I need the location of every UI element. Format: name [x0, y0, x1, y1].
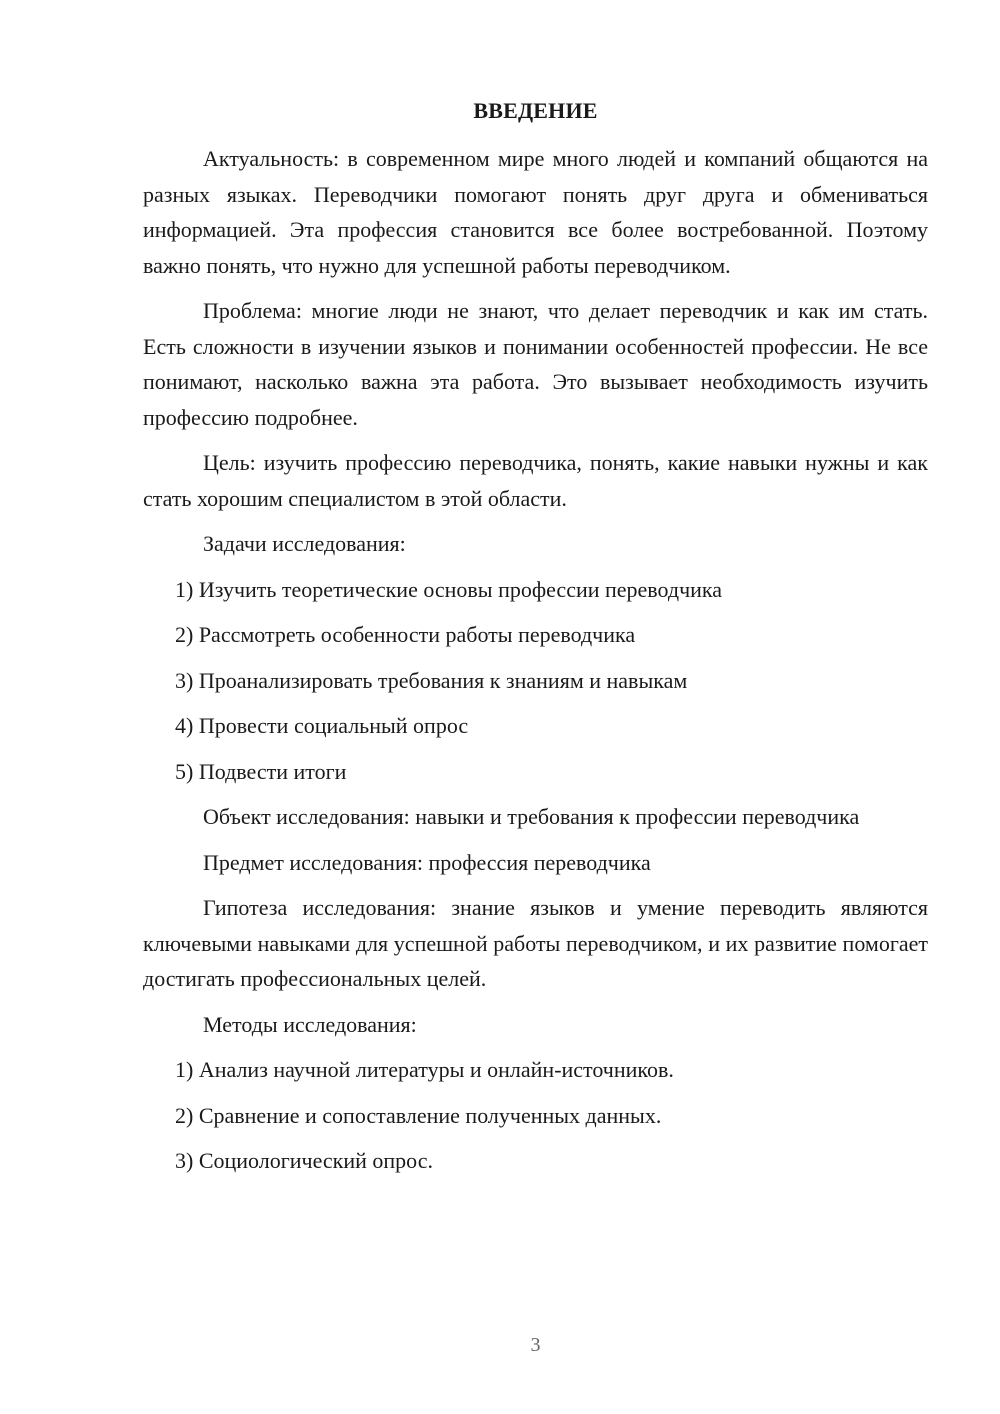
hypothesis-paragraph: Гипотеза исследования: знание языков и умение переводить являются ключевыми навыками для успешной работы переводчиком, и их развитие помогает достигать профессиональных целей. — [143, 895, 928, 991]
page-number: 3 — [530, 1334, 541, 1356]
object-paragraph: Объект исследования: навыки и требования к профессии переводчика — [203, 804, 860, 829]
list-item: 1) Анализ научной литературы и онлайн-источников. — [175, 1057, 674, 1082]
tasks-heading: Задачи исследования: — [203, 531, 406, 556]
document-page — [143, 0, 928, 1414]
document-body — [143, 141, 928, 1189]
relevance-paragraph: Актуальность: в современном мире много людей и компаний общаются на разных языках. Переводчики помогают понять друг друга и обмениваться информацией. Эта профессия становится все более востребованной. Поэтому важно понять, что нужно для успешной работы переводчиком. — [143, 146, 928, 278]
methods-list — [143, 1052, 928, 1179]
list-item: 3) Социологический опрос. — [175, 1148, 433, 1173]
list-item: 2) Сравнение и сопоставление полученных данных. — [175, 1102, 662, 1128]
list-item: 3) Проанализировать требования к знаниям и навыкам — [175, 667, 688, 693]
list-item: 4) Провести социальный опрос — [175, 713, 469, 738]
page-title: ВВЕДЕНИЕ — [473, 98, 598, 123]
tasks-list — [143, 572, 928, 790]
methods-heading: Методы исследования: — [203, 1011, 417, 1037]
list-item: 2) Рассмотреть особенности работы переводчика — [175, 622, 636, 647]
goal-paragraph: Цель: изучить профессию переводчика, понять, какие навыки нужны и как стать хорошим специалистом в этой области. — [143, 450, 928, 511]
list-item: 5) Подвести итоги — [175, 758, 347, 784]
problem-paragraph: Проблема: многие люди не знают, что делает переводчик и как им стать. Есть сложности в изучении языков и понимании особенностей профессии. Не все понимают, насколько важна эта работа. Это вызывает необходимость изучить профессию подробнее. — [143, 298, 928, 430]
subject-paragraph: Предмет исследования: профессия переводчика — [203, 849, 651, 875]
list-item: 1) Изучить теоретические основы профессии переводчика — [175, 576, 723, 602]
